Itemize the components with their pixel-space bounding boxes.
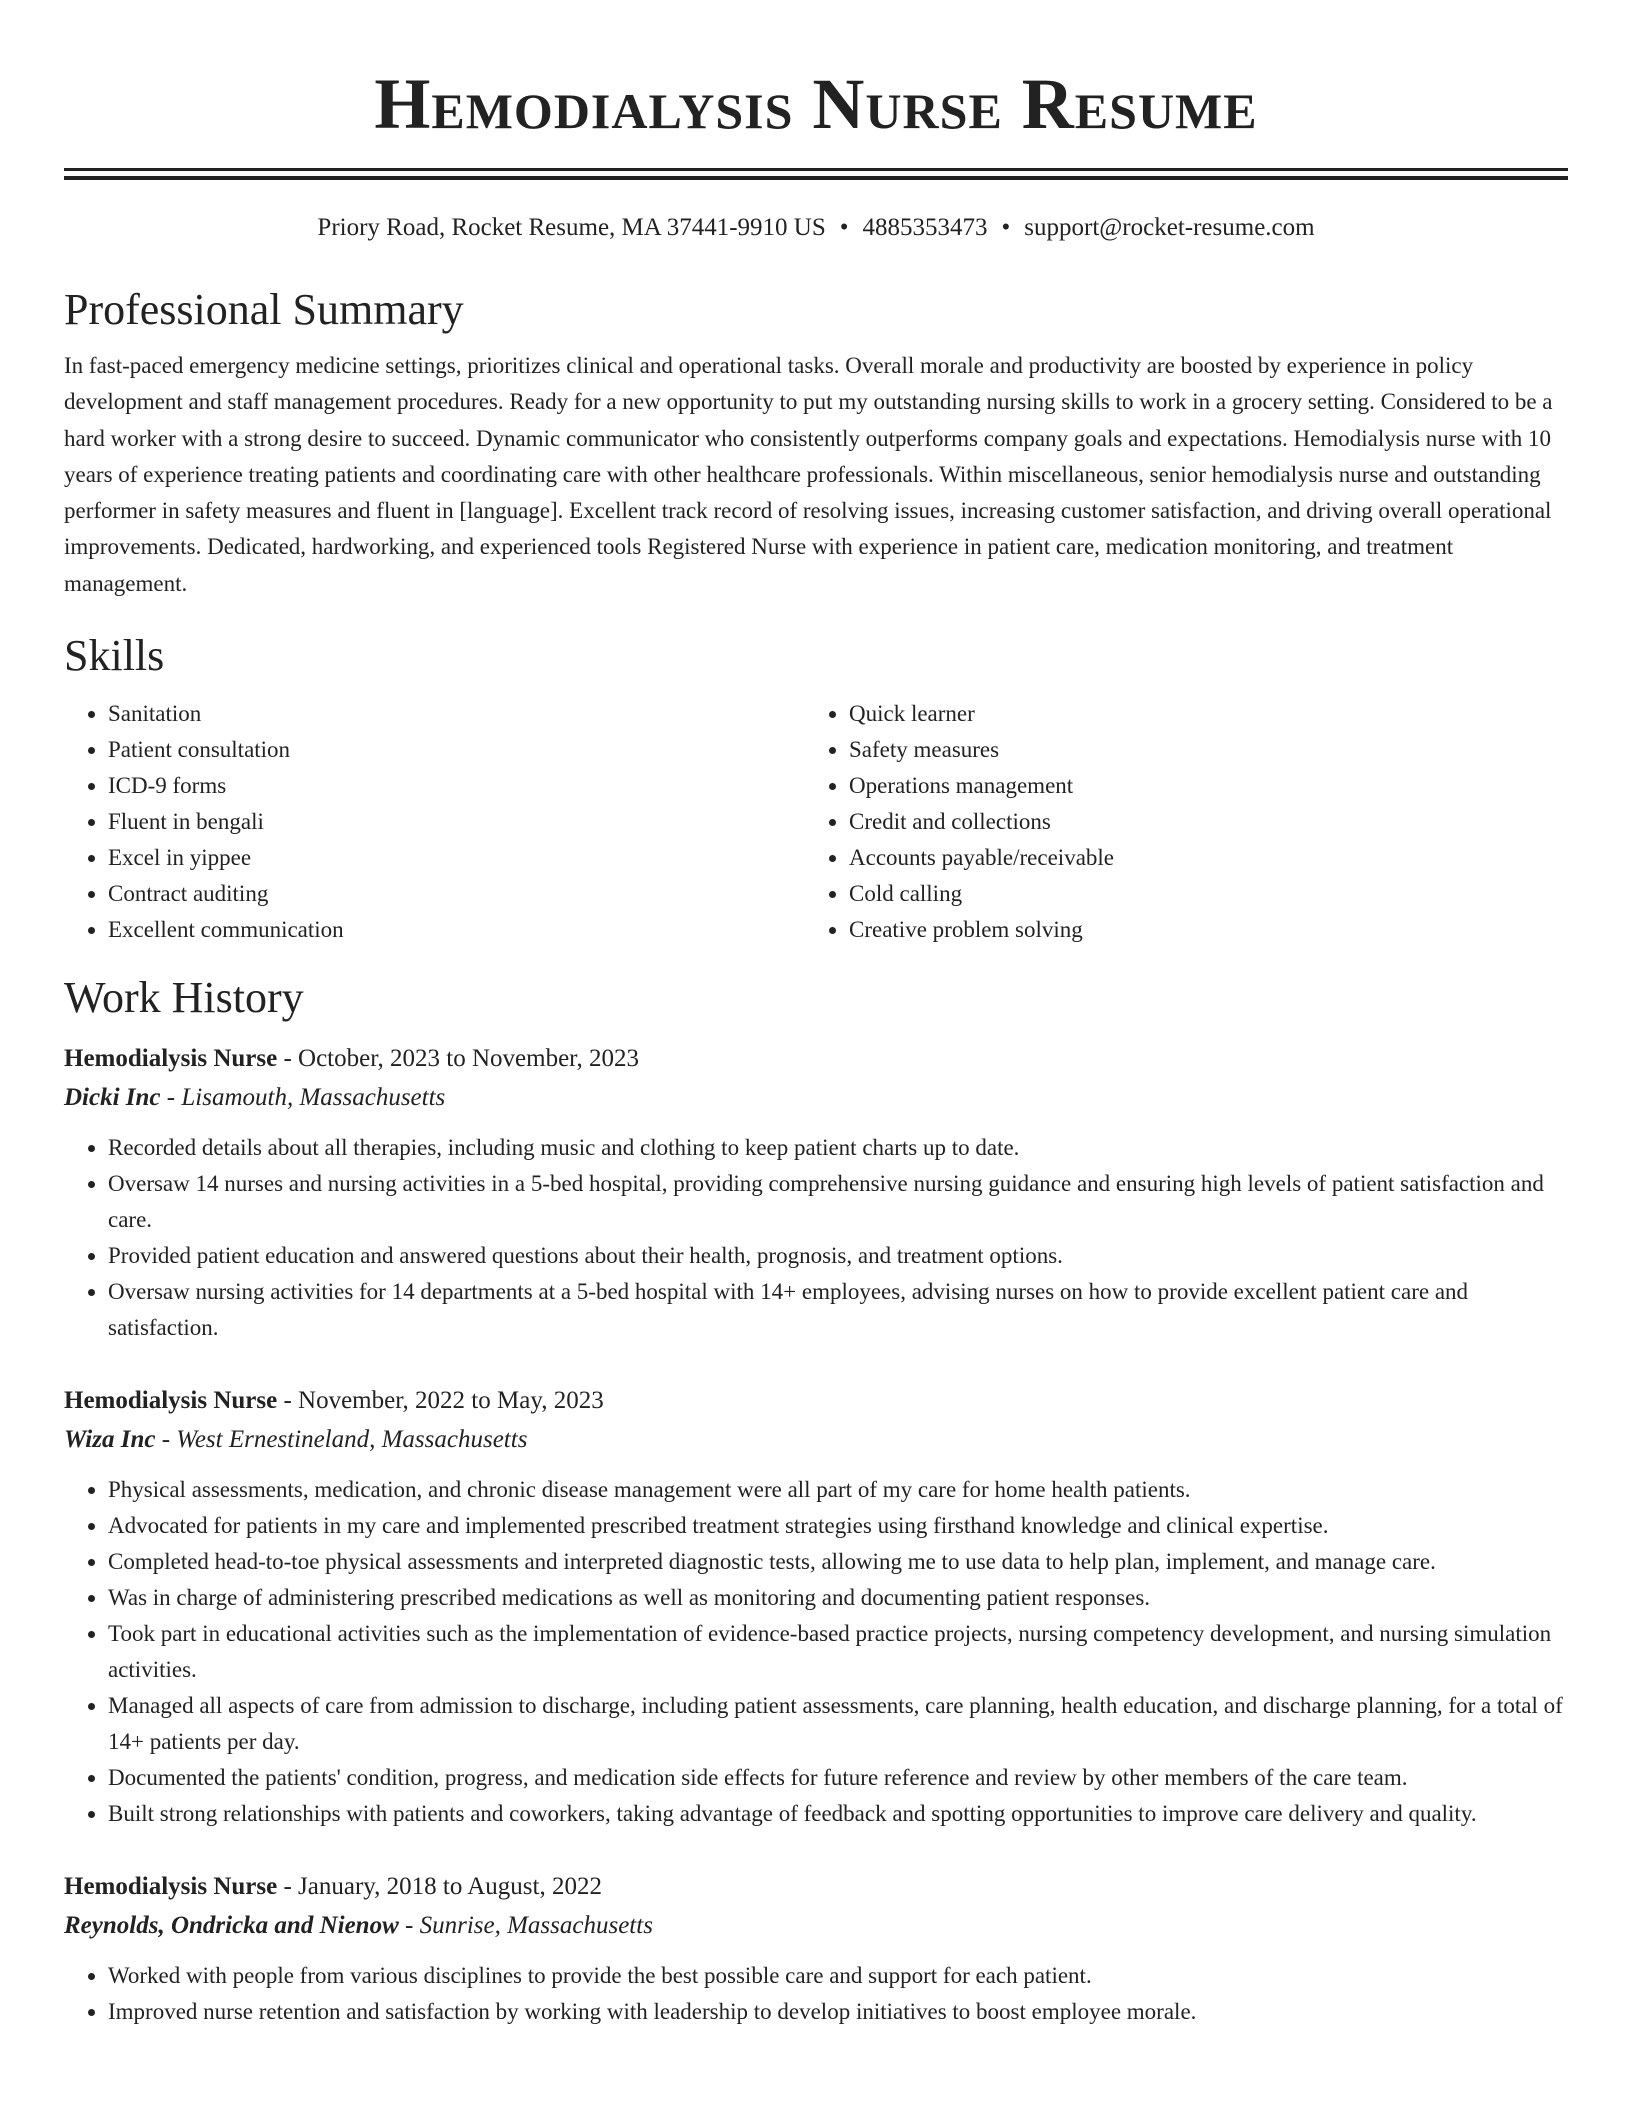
skill-item: • Contract auditing (108, 876, 805, 912)
job-dates: January, 2018 to August, 2022 (298, 1873, 602, 1901)
job-bullet: • Physical assessments, medication, and chronic disease management were all part of my care for home health patients. (108, 1472, 1568, 1508)
job-bullet: • Oversaw nursing activities for 14 departments at a 5-bed hospital with 14+ employees, advising nurses on how to provide excellent patient care and satisfaction. (108, 1274, 1568, 1346)
job-location: Lisamouth, Massachusetts (181, 1084, 446, 1112)
skill-item: • Excellent communication (108, 912, 805, 948)
job-dash: - (155, 1426, 177, 1454)
job-bullets (64, 1472, 1568, 1832)
summary-text: In fast-paced emergency medicine settings, prioritizes clinical and operational tasks. Overall morale and productivity are boosted by experience in policy development and staff management procedures. Ready for a new opportunity to put my outstanding nursing skills to work in a grocery setting. Considered to be a hard worker with a strong desire to succeed. Dynamic communicator who consistently outperforms company goals and expectations. Hemodialysis nurse with 10 years of experience treating patients and coordinating care with other healthcare professionals. Within miscellaneous, senior hemodialysis nurse and outstanding performer in safety measures and fluent in [language]. Excellent track record of resolving issues, increasing customer satisfaction, and driving overall operational improvements. Dedicated, hardworking, and experienced tools Registered Nurse with experience in patient care, medication monitoring, and treatment management. (64, 353, 1553, 596)
skill-item: • Excel in yippee (108, 840, 805, 876)
skill-item: • Cold calling (849, 876, 1546, 912)
job-role: Hemodialysis Nurse (64, 1873, 278, 1901)
skill-item: • Sanitation (108, 696, 805, 732)
job-bullet: • Took part in educational activities such as the implementation of evidence-based practice projects, nursing competency development, and nursing simulation activities. (108, 1616, 1568, 1688)
job-dash: - (277, 1387, 299, 1415)
job-bullet: • Recorded details about all therapies, including music and clothing to keep patient charts up to date. (108, 1130, 1568, 1166)
job-bullets (64, 1958, 1568, 2030)
job-company: Dicki Inc (64, 1084, 161, 1112)
job-title-line (64, 1868, 1568, 1906)
job-entry (64, 1868, 1568, 2030)
resume-page (64, 0, 1568, 2030)
job-location: West Ernestineland, Massachusetts (176, 1426, 528, 1454)
work-history-heading: Work History (64, 973, 304, 1023)
skill-item: • Creative problem solving (849, 912, 1546, 948)
job-company: Reynolds, Ondricka and Nienow (64, 1912, 399, 1940)
job-role: Hemodialysis Nurse (64, 1045, 278, 1073)
job-bullets (64, 1130, 1568, 1346)
job-bullet: • Oversaw 14 nurses and nursing activities in a 5-bed hospital, providing comprehensive nursing guidance and ensuring high levels of patient satisfaction and care. (108, 1166, 1568, 1238)
job-dates: November, 2022 to May, 2023 (298, 1387, 604, 1415)
skills-columns (64, 696, 1568, 948)
skill-item: • ICD-9 forms (108, 768, 805, 804)
job-bullet: • Completed head-to-toe physical assessments and interpreted diagnostic tests, allowing me to use data to help plan, implement, and manage care. (108, 1544, 1568, 1580)
contact-separator: • (1001, 214, 1011, 241)
contact-email: support@rocket-resume.com (1024, 214, 1315, 241)
summary-heading: Professional Summary (64, 285, 464, 334)
skills-heading: Skills (64, 631, 165, 681)
job-dash: - (160, 1084, 182, 1112)
job-bullet: • Provided patient education and answered questions about their health, prognosis, and treatment options. (108, 1238, 1568, 1274)
job-role: Hemodialysis Nurse (64, 1387, 278, 1415)
job-dates: October, 2023 to November, 2023 (298, 1045, 640, 1073)
job-company: Wiza Inc (64, 1426, 156, 1454)
job-bullet: • Documented the patients' condition, progress, and medication side effects for future reference and review by other members of the care team. (108, 1760, 1568, 1796)
job-dash: - (277, 1045, 299, 1073)
resume-title: Hemodialysis Nurse Resume (374, 64, 1258, 144)
job-bullet: • Improved nurse retention and satisfaction by working with leadership to develop initiatives to boost employee morale. (108, 1994, 1568, 2030)
skill-item: • Patient consultation (108, 732, 805, 768)
skill-item: • Accounts payable/receivable (849, 840, 1546, 876)
job-bullet: • Worked with people from various disciplines to provide the best possible care and support for each patient. (108, 1958, 1568, 1994)
job-title-line (64, 1040, 1568, 1078)
job-bullet: • Managed all aspects of care from admission to discharge, including patient assessments, care planning, health education, and discharge planning, for a total of 14+ patients per day. (108, 1688, 1568, 1760)
job-location: Sunrise, Massachusetts (419, 1912, 653, 1940)
skill-item: • Credit and collections (849, 804, 1546, 840)
contact-address: Priory Road, Rocket Resume, MA 37441-9910 US (317, 214, 826, 241)
skill-item: • Safety measures (849, 732, 1546, 768)
work-history-list (64, 1040, 1568, 2030)
contact-line (64, 212, 1568, 244)
skills-list-left (64, 696, 805, 948)
job-entry (64, 1382, 1568, 1832)
title-divider (64, 168, 1568, 180)
skill-item: • Operations management (849, 768, 1546, 804)
job-bullet: • Was in charge of administering prescribed medications as well as monitoring and documenting patient responses. (108, 1580, 1568, 1616)
job-bullet: • Advocated for patients in my care and implemented prescribed treatment strategies using firsthand knowledge and clinical expertise. (108, 1508, 1568, 1544)
job-entry (64, 1040, 1568, 1346)
job-company-line (64, 1078, 1568, 1118)
skills-list-right (805, 696, 1546, 948)
skill-item: • Fluent in bengali (108, 804, 805, 840)
contact-separator: • (839, 214, 849, 241)
job-dash: - (277, 1873, 299, 1901)
job-company-line (64, 1906, 1568, 1946)
job-title-line (64, 1382, 1568, 1420)
job-company-line (64, 1420, 1568, 1460)
contact-phone: 4885353473 (862, 214, 988, 241)
job-bullet: • Built strong relationships with patients and coworkers, taking advantage of feedback and spotting opportunities to improve care delivery and quality. (108, 1796, 1568, 1832)
job-dash: - (398, 1912, 420, 1940)
skill-item: • Quick learner (849, 696, 1546, 732)
